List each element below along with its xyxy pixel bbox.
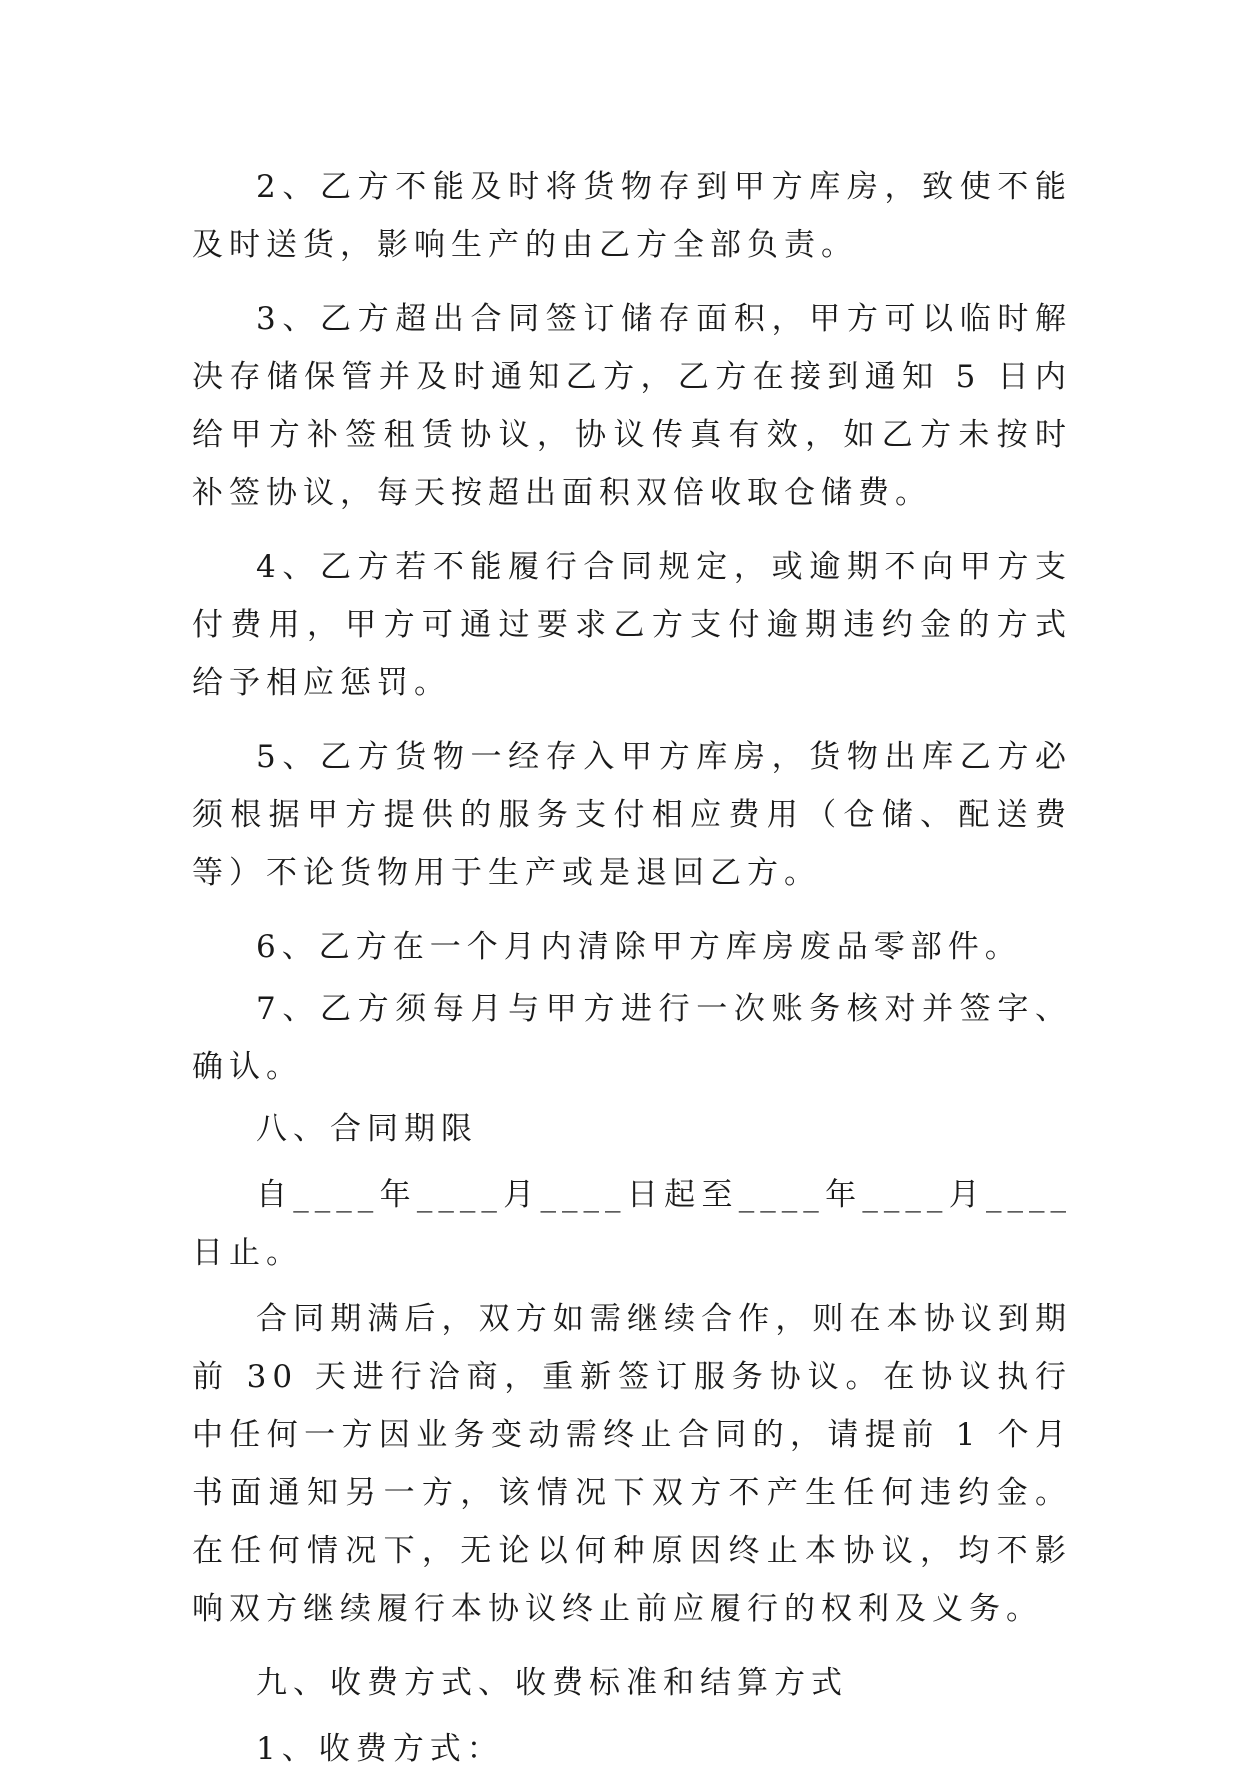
paragraph-term-dates: 自____年____月____日起至____年____月____日止。	[192, 1177, 1072, 1271]
section-heading-contract-term: 八、合同期限	[256, 1111, 478, 1147]
section-heading-fees: 九、收费方式、收费标准和结算方式	[256, 1665, 848, 1701]
paragraph-clause-5: 5、乙方货物一经存入甲方库房，货物出库乙方必须根据甲方提供的服务支付相应费用（仓储、配送费等）不论货物用于生产或是退回乙方。	[192, 739, 1072, 891]
paragraph-clause-7: 7、乙方须每月与甲方进行一次账务核对并签字、确认。	[192, 991, 1072, 1085]
paragraph-clause-6: 6、乙方在一个月内清除甲方库房废品零部件。	[256, 929, 1022, 965]
paragraph-clause-4: 4、乙方若不能履行合同规定，或逾期不向甲方支付费用，甲方可通过要求乙方支付逾期违约金的方式给予相应惩罚。	[192, 549, 1072, 701]
paragraph-clause-3: 3、乙方超出合同签订储存面积，甲方可以临时解决存储保管并及时通知乙方，乙方在接到通知 5 日内给甲方补签租赁协议，协议传真有效，如乙方未按时补签协议，每天按超出面积双倍收取仓储费。	[192, 301, 1072, 511]
paragraph-fee-method: 1、收费方式：	[256, 1731, 504, 1767]
paragraph-clause-2: 2、乙方不能及时将货物存到甲方库房，致使不能及时送货，影响生产的由乙方全部负责。	[192, 169, 1072, 263]
document-body	[192, 158, 1072, 1778]
paragraph-term-renewal: 合同期满后，双方如需继续合作，则在本协议到期前 30 天进行洽商，重新签订服务协议。在协议执行中任何一方因业务变动需终止合同的，请提前 1 个月书面通知另一方，该情况下双方不产生任何违约金。在任何情况下，无论以何种原因终止本协议，均不影响双方继续履行本协议终止前应履行的权利及义务。	[192, 1301, 1072, 1627]
